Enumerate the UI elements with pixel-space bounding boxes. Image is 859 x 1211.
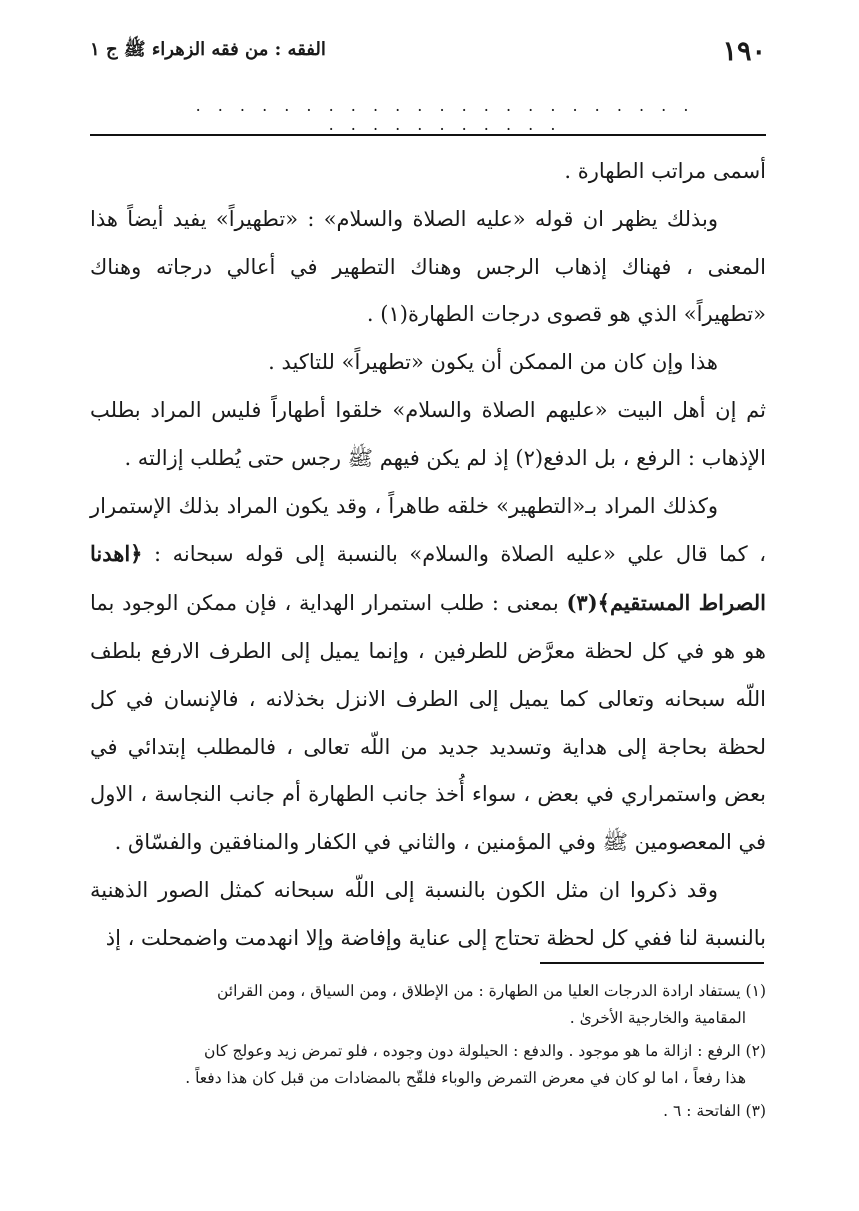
paragraph-5-intro: وكذلك المراد بـ«التطهير» خلقه طاهراً ، وقد يكون المراد بذلك الإستمرار ، كما قال علي «عليه الصلاة والسلام» بالنسبة إلى قوله سبحانه : [90, 493, 766, 567]
footnote-rule [540, 962, 764, 964]
header-rule [90, 134, 766, 136]
footnote-1 [92, 978, 766, 1032]
footnote-1-line-2: المقامية والخارجية الأخرىٰ . [569, 1009, 746, 1027]
paragraph-3: هذا وإن كان من الممكن أن يكون «تطهيراً» للتاكيد . [268, 350, 718, 375]
paragraph-5 [90, 483, 766, 867]
main-text [90, 148, 766, 963]
footnote-2-line-2: هذا رفعاً ، اما لو كان في معرض التمرض والوباء فلقّح بالمضادات من قبل كان هذا دفعاً . [185, 1069, 746, 1087]
quran-quote: ﴿اهدنا الصراط المستقيم﴾(٣) [90, 541, 767, 616]
footnote-2-line-1: (٢) الرفع : ازالة ما هو موجود . والدفع : الحيلولة دون وجوده ، فلو تمرض زيد وعولج كان [204, 1042, 766, 1060]
footnotes [92, 978, 766, 1131]
paragraph-6: وقد ذكروا ان مثل الكون بالنسبة إلى اللّه سبحانه كمثل الصور الذهنية بالنسبة لنا ففي كل لحظة تحتاج إلى عناية وإفاضة وإلا انهدمت واضمحلت ، إذ [90, 877, 766, 950]
paragraph-2: وبذلك يظهر ان قوله «عليه الصلاة والسلام» : «تطهيراً» يفيد أيضاً هذا المعنى ، فهناك إذهاب الرجس وهناك التطهير في أعالي درجاته وهناك «تطهيراً» الذي هو قصوى درجات الطهارة(١) . [90, 206, 766, 327]
paragraph-4: ثم إن أهل البيت «عليهم الصلاة والسلام» خلقوا أطهاراً فليس المراد بطلب الإذهاب : الرفع ، بل الدفع(٢) إذ لم يكن فيهم ﷺ رجس حتى يُطلب إزالته . [90, 397, 766, 470]
page-header [90, 34, 766, 68]
footnote-1-line-1: (١) يستفاد ارادة الدرجات العليا من الطهارة : من الإطلاق ، ومن السياق ، ومن القرائن [216, 982, 766, 1000]
dotted-separator: . . . . . . . . . . . . . . . . . . . . . . . . . . . . . . . . . . [195, 96, 695, 134]
footnote-3: (٣) الفاتحة : ٦ . [663, 1102, 766, 1120]
paragraph-1: أسمى مراتب الطهارة . [564, 159, 766, 183]
running-title: الفقه : من فقه الزهراء ﷺ ج ١ [90, 39, 326, 60]
paragraph-5-body: بمعنى : طلب استمرار الهداية ، فإن ممكن الوجود بما هو هو في كل لحظة معرَّض للطرفين ، وإنما يميل إلى الطرف الارفع بلطف اللّه سبحانه وتعالى كما يميل إلى الطرف الانزل بخذلانه ، فالإنسان في كل لحظة بحاجة إلى هداية وتسديد جديد من اللّه تعالى ، فالمطلب إبتدائي في بعض واستمراري في بعض ، سواء أُخذ جانب الطهارة أم جانب النجاسة ، الاول في المعصومين ﷺ وفي المؤمنين ، والثاني في الكفار والمنافقين والفسّاق . [90, 591, 766, 855]
footnote-2 [92, 1038, 766, 1092]
page-number: ١٩٠ [722, 35, 766, 67]
